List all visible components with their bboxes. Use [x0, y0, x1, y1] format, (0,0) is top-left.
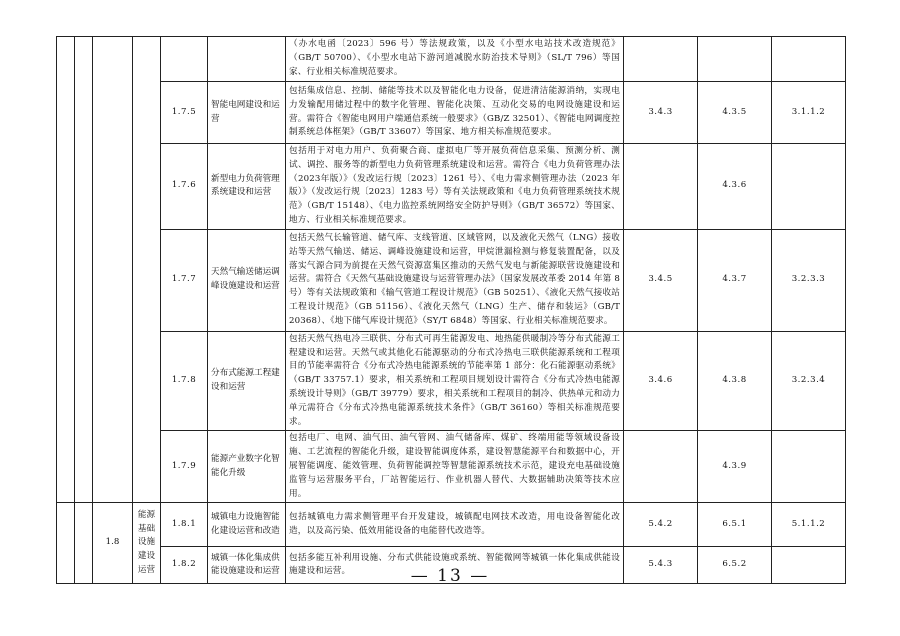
item-code: 1.7.9 — [161, 431, 208, 503]
ref-col-3: 3.2.3.3 — [772, 229, 846, 331]
section-number-cell — [93, 37, 133, 503]
item-name: 城镇电力设施智能化建设运营和改造 — [208, 503, 286, 547]
ref-col-3 — [772, 144, 846, 230]
level1-cell — [57, 37, 75, 503]
item-description: 包括多能互补利用设施、分布式供能设施或系统、智能微网等城镇一体化集成供能设施建设和运营。 — [286, 547, 624, 584]
item-code — [161, 37, 208, 82]
ref-col-2: 4.3.7 — [698, 229, 772, 331]
item-name — [208, 37, 286, 82]
item-description: 包括集成信息、控制、储能等技术以及智能化电力设备，促进清洁能源消纳，实现电力发输配用储过程中的数字化管理、智能化决策、互动化交易的电网设施建设和运营。需符合《智能电网用户端通信系统一般要求》（GB/Z 32501）、《智能电网调度控制系统总体框架》（GB/T 33607）等国家、地方相关标准规范要求。 — [286, 82, 624, 144]
item-description: 包括电厂、电网、油气田、油气管网、油气储备库、煤矿、终端用能等领域设备设施、工艺流程的智能化升级，建设智能调度体系，建设智慧能源平台和数据中心，开展智能调度、能效管理、负荷智能调控等智慧能源系统技术示范，建设充电基础设施监管与运营服务平台，厂站智能运行、作业机器人替代、大数据辅助决策等技术应用。 — [286, 431, 624, 503]
ref-col-3 — [772, 37, 846, 82]
ref-col-2: 4.3.5 — [698, 82, 772, 144]
item-code: 1.7.6 — [161, 144, 208, 230]
item-description: 包括用于对电力用户、负荷聚合商、虚拟电厂等开展负荷信息采集、预测分析、测试、调控、服务等的新型电力负荷管理系统建设和运营。需符合《电力负荷管理办法（2023年版）》（发改运行规〔2023〕1261 号）、《电力需求侧管理办法（2023 年版）》（发改运行规〔2023〕1283 号）等有关法规政策和《电力负荷管理系统技术规范》（GB/T 15148）、《电力监控系统网络安全防护导则》（GB/T 36572）等国家、地方、行业相关标准规范要求。 — [286, 144, 624, 230]
table-row — [57, 503, 846, 547]
ref-col-1 — [624, 431, 698, 503]
item-code: 1.8.2 — [161, 547, 208, 584]
item-code: 1.7.7 — [161, 229, 208, 331]
item-description: 包括天然气长输管道、储气库、支线管道、区域管网，以及液化天然气（LNG）接收站等天然气输送、储运、调峰设施建设和运营，甲烷泄漏检测与修复装置配备，以及落实气源合同为前提在天然气资源富集区推动的天然气发电与新能源联营设施建设和运营。需符合《天然气基础设施建设与运营管理办法》（国家发展改革委 2014 年第 8 号）等有关法规政策和《输气管道工程设计规范》（GB 50251）、《液化天然气接收站工程设计规范》（GB 51156）、《液化天然气（LNG）生产、储存和装运》（GB/T 20368）、《地下储气库设计规范》（SY/T 6848）等国家、行业相关标准规范要求。 — [286, 229, 624, 331]
level2-cell — [75, 37, 93, 503]
item-description: 包括天然气热电冷三联供、分布式可再生能源发电、地热能供暖制冷等分布式能源工程建设和运营。天然气或其他化石能源驱动的分布式冷热电三联供能源系统和工程项目的节能率需符合《分布式冷热电能源系统的节能率第 1 部分：化石能源驱动系统》（GB/T 33757.1）要求，相关系统和工程项目规划设计需符合《分布式冷热电能源系统设计导则》（GB/T 39779）要求，相关系统和工程项目的制冷、供热单元和动力单元需符合《分布式冷热电能源系统技术条件》（GB/T 36160）等相关标准规范要求。 — [286, 331, 624, 431]
section-number: 1.8 — [93, 503, 133, 584]
item-name: 能源产业数字化智能化升级 — [208, 431, 286, 503]
ref-col-2: 6.5.2 — [698, 547, 772, 584]
item-name: 天然气输送储运调峰设施建设和运营 — [208, 229, 286, 331]
item-code: 1.7.5 — [161, 82, 208, 144]
item-description: （办水电函〔2023〕596 号）等法规政策，以及《小型水电站技术改造规范》（GB/T 50700）、《小型水电站下游河道减脱水防治技术导则》（SL/T 796）等国家、行业相关标准规范要求。 — [286, 37, 624, 82]
item-code: 1.7.8 — [161, 331, 208, 431]
ref-col-3: 3.1.1.2 — [772, 82, 846, 144]
item-name: 智能电网建设和运营 — [208, 82, 286, 144]
ref-col-3 — [772, 431, 846, 503]
ref-col-2: 4.3.6 — [698, 144, 772, 230]
item-name: 城镇一体化集成供能设施建设和运营 — [208, 547, 286, 584]
item-code: 1.8.1 — [161, 503, 208, 547]
ref-col-2: 4.3.8 — [698, 331, 772, 431]
ref-col-2 — [698, 37, 772, 82]
item-description: 包括城镇电力需求侧管理平台开发建设，城镇配电网技术改造，用电设备智能化改造，以及高污染、低效用能设备的电能替代改造等。 — [286, 503, 624, 547]
item-name: 分布式能源工程建设和运营 — [208, 331, 286, 431]
ref-col-1: 5.4.3 — [624, 547, 698, 584]
catalog-table — [56, 36, 846, 584]
ref-col-2: 4.3.9 — [698, 431, 772, 503]
item-name: 新型电力负荷管理系统建设和运营 — [208, 144, 286, 230]
table-row — [57, 331, 846, 431]
table-row — [57, 229, 846, 331]
table-row — [57, 144, 846, 230]
table-row — [57, 431, 846, 503]
section-name-cell — [133, 37, 161, 503]
ref-col-1: 3.4.3 — [624, 82, 698, 144]
page-number: — 13 — — [410, 566, 490, 586]
ref-col-3: 5.1.1.2 — [772, 503, 846, 547]
ref-col-1: 5.4.2 — [624, 503, 698, 547]
table-row — [57, 37, 846, 82]
ref-col-3: 3.2.3.4 — [772, 331, 846, 431]
section-name: 能源基础设施建设运营 — [133, 503, 161, 584]
ref-col-2: 6.5.1 — [698, 503, 772, 547]
table-row — [57, 82, 846, 144]
ref-col-1 — [624, 144, 698, 230]
ref-col-1: 3.4.6 — [624, 331, 698, 431]
ref-col-1: 3.4.5 — [624, 229, 698, 331]
ref-col-1 — [624, 37, 698, 82]
